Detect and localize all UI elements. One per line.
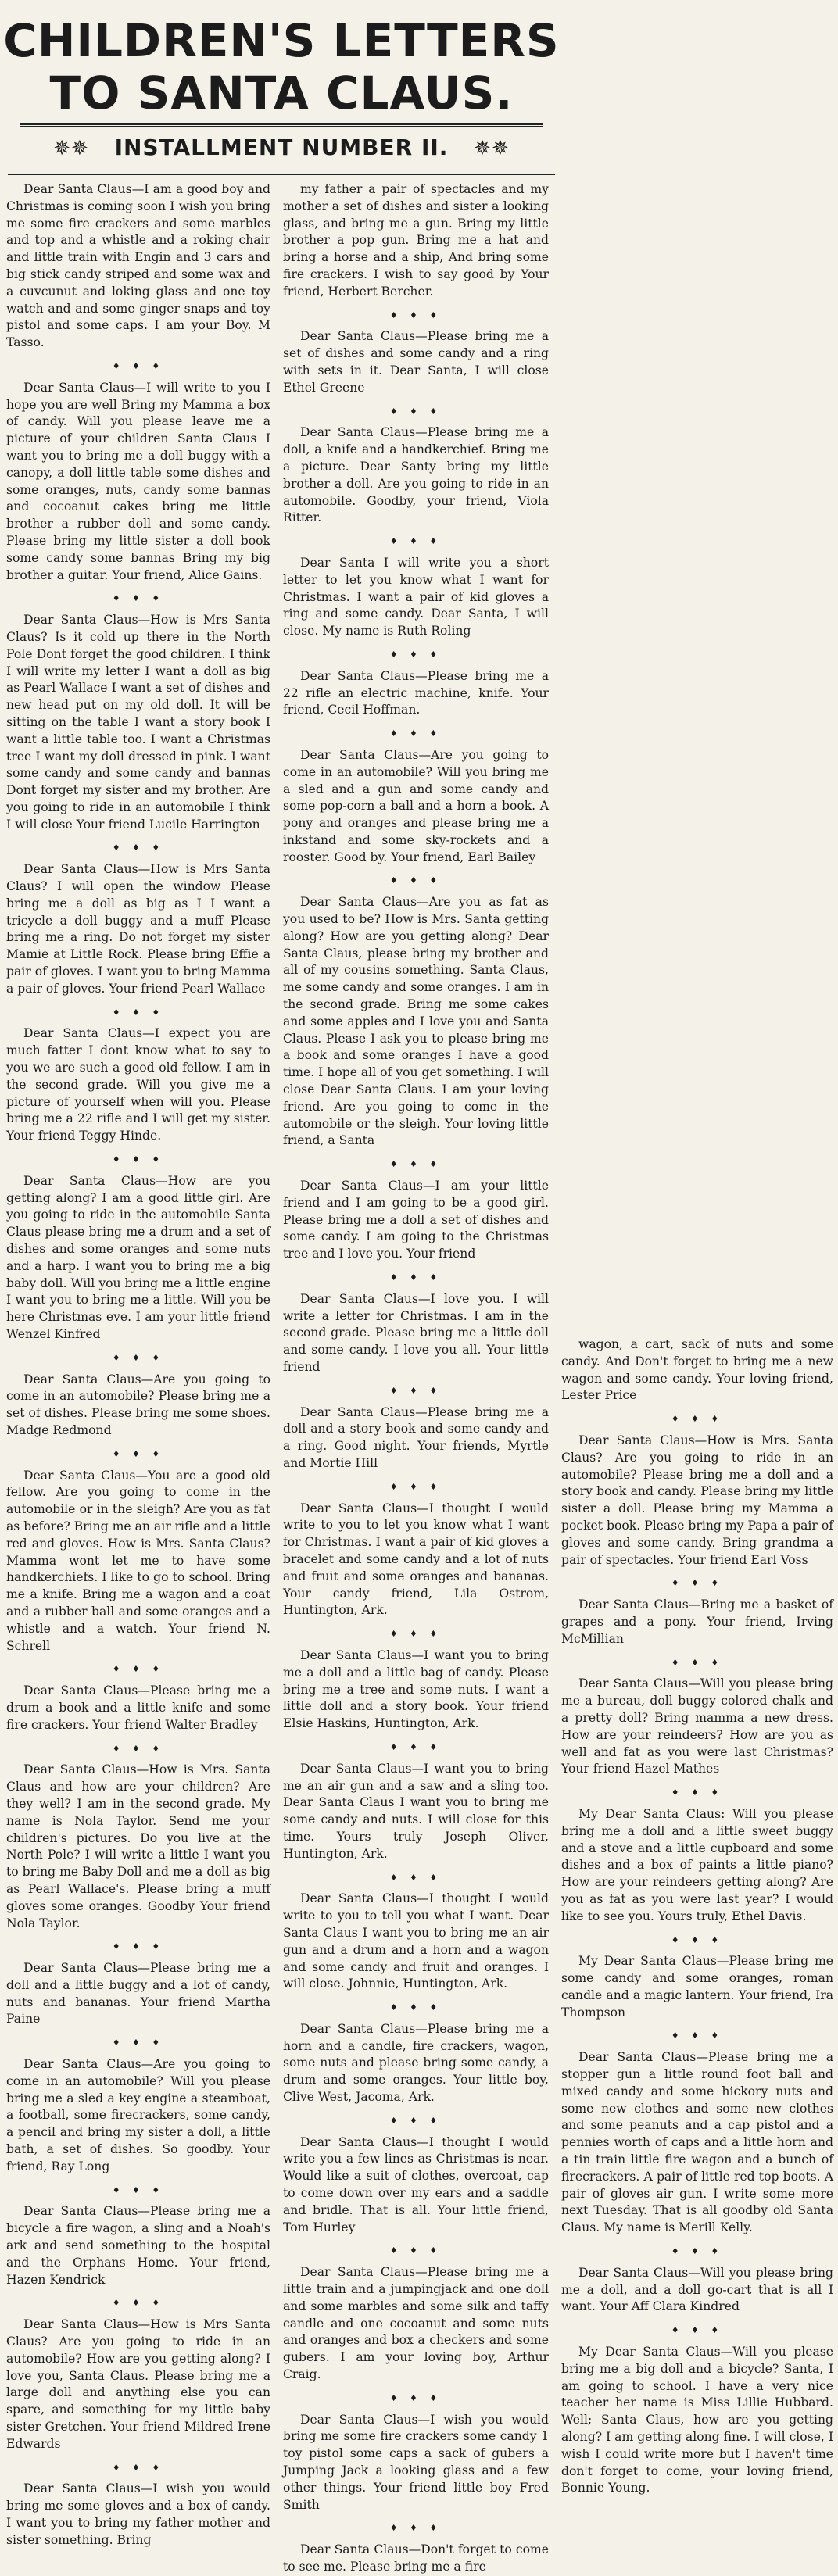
letter-paragraph: Dear Santa Claus—Are you going to come in an automobile? Please bring me a set of dishes. Please bring me some shoes. Madge Redmond bbox=[6, 1372, 270, 1437]
letter-paragraph: Dear Santa Claus—I thought I would write to you to let you know what I want for Christmas. I want a pair of kid gloves a bracelet and some candy and a lot of nuts and fruit and some oranges and bananas. Your candy friend, Lila Ostrom, Huntington, Ark. bbox=[283, 1501, 549, 1618]
letter-paragraph: Dear Santa Claus—Please bring me a bicycle a fire wagon, a sling and a Noah's ark and send something to the hospital and the Orphans Home. Your friend, Hazen Kendrick bbox=[6, 2204, 270, 2287]
separator-ornament-icon: ♦ ♦ ♦ bbox=[112, 1664, 165, 1675]
separator-ornament-icon: ♦ ♦ ♦ bbox=[389, 1385, 442, 1396]
separator-ornament-icon: ♦ ♦ ♦ bbox=[112, 593, 165, 604]
separator-ornament-icon: ♦ ♦ ♦ bbox=[389, 2115, 442, 2126]
separator-ornament-icon: ♦ ♦ ♦ bbox=[389, 2392, 442, 2403]
letter-paragraph: Dear Santa Claus—How is Mrs Santa Claus? Is it cold up there in the North Pole Dont forget the good children. I think I will write my letter I want a doll as big as Pearl Wallace I want a set of dishes and new head put on my old doll. It will be sitting on the table I want a story book I want a little table too. I want a Christmas tree I want my doll dressed in pink. I want some candy and some candy and bannas Dont forget my sister and my brother. Are you going to ride in an automobile I think I will close Your friend Lucile Harrington bbox=[6, 613, 270, 832]
separator-ornament-icon: ♦ ♦ ♦ bbox=[671, 2246, 724, 2257]
letter-paragraph: Dear Santa Claus—Please bring me a horn and a candle, fire crackers, wagon, some nuts and please bring some candy, a drum and some oranges. Your little boy, Clive West, Jacoma, Ark. bbox=[283, 2021, 549, 2105]
headline-line-2: TO SANTA CLAUS. bbox=[49, 66, 514, 120]
column-1 bbox=[6, 181, 270, 2547]
letter-paragraph: Dear Santa Claus—How are you getting along? I am a good little girl. Are you going to ride in the automobile Santa Claus please bring me a drum and a set of dishes and some oranges and some nuts and a harp. I want you to bring me a big baby doll. Will you bring me a little engine I want you to bring me a little. Will you be here Christmas eve. I am your little friend Wenzel Kinfred bbox=[6, 1173, 270, 1341]
letter-paragraph: Dear Santa Claus—I wish you would bring me some fire crackers some candy 1 toy pistol some caps a sack of gubers a Jumping Jack a looking glass and a few other things. Your friend little boy Fred Smith bbox=[283, 2412, 549, 2512]
column-2 bbox=[283, 181, 549, 2574]
separator-ornament-icon: ♦ ♦ ♦ bbox=[389, 728, 442, 739]
separator-ornament-icon: ♦ ♦ ♦ bbox=[389, 1741, 442, 1752]
letter-paragraph: My Dear Santa Claus—Will you please bring me a big doll and a bicycle? Santa, I am going to school. I have a very nice teacher her name is Miss Lillie Hubbard. Well; Santa Claus, how are you getting along? I am getting along fine. I will close, I wish I could write more but I haven't time don't forget to come, your loving friend, Bonnie Young. bbox=[561, 2345, 833, 2496]
separator-ornament-icon: ♦ ♦ ♦ bbox=[671, 1414, 724, 1425]
letter-paragraph: Dear Santa I will write you a short letter to let you know what I want for Christmas. I want a pair of kid gloves a ring and some candy. Dear Santa, I will close. My name is Ruth Roling bbox=[283, 555, 549, 639]
letter-paragraph: Dear Santa Claus—Are you going to come in an automobile? Will you bring me a sled and a gun and some candy and some pop-corn a ball and a horn a book. A pony and oranges and please bring me a inkstand and some sky-rockets and a rooster. Good by. Your friend, Earl Bailey bbox=[283, 747, 549, 864]
letter-paragraph: My Dear Santa Claus—Please bring me some candy and some oranges, roman candle and a magic lantern. Your friend, Ira Thompson bbox=[561, 1954, 833, 2020]
letter-paragraph: Dear Santa Claus—I thought I would write to you to tell you what I want. Dear Santa Claus I want you to bring me an air gun and a drum and a horn and a wagon and some candy and fruit and oranges. I will close. Johnnie, Huntington, Ark. bbox=[283, 1891, 549, 1991]
letter-paragraph: Dear Santa Claus—Please bring me a doll and a little buggy and a lot of candy, nuts and bananas. Your friend Martha Paine bbox=[6, 1961, 270, 2027]
letter-paragraph: my father a pair of spectacles and my mother a set of dishes and sister a looking glass, and bring me a gun. Bring my little brother a pop gun. Bring me a hat and bring a horse and a ship, And bring some fire crackers. I wish to say good by Your friend, Herbert Bercher. bbox=[283, 182, 549, 299]
letter-paragraph: Dear Santa Claus—Please bring me a doll and a story book and some candy and a ring. Good night. Your friends, Myrtle and Mortie Hill bbox=[283, 1404, 549, 1470]
separator-ornament-icon: ♦ ♦ ♦ bbox=[112, 843, 165, 853]
letter-paragraph: Dear Santa Claus—Are you going to come in an automobile? Will you please bring me a sled a key engine a steamboat, a football, some firecrackers, some candy, a pencil and bring my sister a doll, a little bath, a set of dishes. So goodby. Your friend, Ray Long bbox=[6, 2057, 270, 2174]
separator-ornament-icon: ♦ ♦ ♦ bbox=[671, 1787, 724, 1798]
letter-paragraph: Dear Santa Claus—Don't forget to come to see me. Please bring me a fire bbox=[283, 2542, 549, 2574]
letter-paragraph: Dear Santa Claus—I thought I would write you a few lines as Christmas is near. Would like a suit of clothes, overcoat, cap to come down over my ears and a saddle and bridle. That is all. Your little friend, Tom Hurley bbox=[283, 2134, 549, 2234]
separator-ornament-icon: ♦ ♦ ♦ bbox=[389, 1872, 442, 1883]
separator-ornament-icon: ♦ ♦ ♦ bbox=[389, 2245, 442, 2256]
letter-paragraph: Dear Santa Claus—Please bring me a 22 rifle an electric machine, knife. Your friend, Cecil Hoffman. bbox=[283, 668, 549, 717]
separator-ornament-icon: ♦ ♦ ♦ bbox=[112, 1007, 165, 1018]
letter-paragraph: Dear Santa Claus—You are a good old fellow. Are you going to come in the automobile or in the sleigh? Are you as fat as before? Bring me an air rifle and a little red and gloves. How is Mrs. Santa Claus? Mamma wont let me to have some handkerchiefs. I like to go to school. Bring me a knife. Bring me a wagon and a coat and a rubber ball and some oranges and a whistle and a watch. Your friend N. Schrell bbox=[6, 1468, 270, 1653]
letter-paragraph: Dear Santa Claus—How is Mrs Santa Claus? I will open the window Please bring me a doll as big as I I want a tricycle a doll buggy and a muff Please bring me a ring. Do not forget my sister Mamie at Little Rock. Please bring Effie a pair of gloves. I want you to bring Mamma a pair of gloves. Your friend Pearl Wallace bbox=[6, 862, 270, 996]
column-3 bbox=[561, 1336, 833, 2496]
separator-ornament-icon: ♦ ♦ ♦ bbox=[671, 1657, 724, 1668]
separator-ornament-icon: ♦ ♦ ♦ bbox=[389, 649, 442, 660]
masthead bbox=[0, 0, 563, 176]
letter-paragraph: Dear Santa Claus—Are you as fat as you used to be? How is Mrs. Santa getting along? How are you getting along? Dear Santa Claus, please bring my brother and all of my cousins something. Santa Claus, me some candy and some oranges. I am in the second grade. Bring me some cakes and some apples and I love you and Santa Claus. Please I ask you to please bring me a book and some oranges I have a good time. I hope all of you get something. I will close Dear Santa Claus. I am your loving friend. Are you going to come in the automobile or the sleigh. Your loving little friend, a Santa bbox=[283, 895, 549, 1148]
separator-ornament-icon: ♦ ♦ ♦ bbox=[671, 1934, 724, 1945]
separator-ornament-icon: ♦ ♦ ♦ bbox=[671, 2030, 724, 2041]
headline-rule bbox=[20, 123, 543, 127]
separator-ornament-icon: ♦ ♦ ♦ bbox=[389, 309, 442, 320]
letter-paragraph: My Dear Santa Claus: Will you please bring me a doll and a little sweet buggy and a stove and a little cupboard and some dishes and a box of paints a little piano? How are your reindeers getting along? Are you as fat as you were last year? I would like to see you. Yours truly, Ethel Davis. bbox=[561, 1806, 833, 1923]
installment-banner bbox=[0, 134, 563, 160]
separator-ornament-icon: ♦ ♦ ♦ bbox=[389, 2523, 442, 2534]
letter-paragraph: Dear Santa Claus—Please bring me a set of dishes and some candy and a ring with sets in it. Dear Santa, I will close Ethel Greene bbox=[283, 329, 549, 395]
letter-paragraph: Dear Santa Claus—Will you please bring me a bureau, doll buggy colored chalk and a pretty doll? Bring mamma a new dress. How are your reindeers? How are you as well and fat as you were last Christmas? Your friend Hazel Mathes bbox=[561, 1676, 833, 1776]
letter-paragraph: Dear Santa Claus—I want you to bring me an air gun and a saw and a sling too. Dear Santa Claus I want you to bring me some candy and nuts. I will close for this time. Yours truly Joseph Oliver, Huntington, Ark. bbox=[283, 1761, 549, 1861]
letter-paragraph: Dear Santa Claus—How is Mrs Santa Claus? Are you going to ride in an automobile? How are you getting along? I love you, Santa Claus. Please bring me a large doll and anything else you can spare, and something for my little baby sister Gretchen. Your friend Mildred Irene Edwards bbox=[6, 2317, 270, 2451]
separator-ornament-icon: ♦ ♦ ♦ bbox=[112, 2038, 165, 2048]
separator-ornament-icon: ♦ ♦ ♦ bbox=[389, 1629, 442, 1640]
separator-ornament-icon: ♦ ♦ ♦ bbox=[112, 1352, 165, 1363]
separator-ornament-icon: ♦ ♦ ♦ bbox=[112, 1448, 165, 1459]
separator-ornament-icon: ♦ ♦ ♦ bbox=[112, 1941, 165, 1952]
letter-paragraph: Dear Santa Claus—I am a good boy and Christmas is coming soon I wish you bring me some fire crackers and some marbles and top and a whistle and a roking chair and little train with Engin and 3 cars and big stick candy striped and some wax and a cuvcunut and loking glass and one toy watch and and some ginger snaps and toy pistol and some caps. I am your Boy. M Tasso. bbox=[6, 182, 270, 350]
letter-paragraph: Dear Santa Claus—Please bring me a stopper gun a little round foot ball and mixed candy and some hickory nuts and some new clothes and some new clothes and some peanuts and a cap pistol and a pennies worth of caps and a little horn and a tin train little fire wagon and a bunch of firecrackers. A pair of little red top boots. A pair of gloves air gun. I write some more next Tuesday. That is all goodby old Santa Claus. My name is Merill Kelly. bbox=[561, 2050, 833, 2235]
separator-ornament-icon: ♦ ♦ ♦ bbox=[112, 2462, 165, 2473]
headline-line-1: CHILDREN'S LETTERS bbox=[3, 14, 560, 67]
separator-ornament-icon: ♦ ♦ ♦ bbox=[389, 2002, 442, 2013]
separator-ornament-icon: ♦ ♦ ♦ bbox=[112, 2184, 165, 2195]
separator-ornament-icon: ♦ ♦ ♦ bbox=[389, 1159, 442, 1170]
separator-ornament-icon: ♦ ♦ ♦ bbox=[389, 406, 442, 417]
letter-paragraph: Dear Santa Claus—How is Mrs. Santa Claus? Are you going to ride in an automobile? Please bring me a doll and a story book and candy. Please bring my little sister a doll. Please bring my Mamma a pocket book. Please bring my Papa a pair of gloves and some candy. Bring grandma a pair of spectacles. Your friend Earl Voss bbox=[561, 1433, 833, 1567]
separator-ornament-icon: ♦ ♦ ♦ bbox=[671, 1578, 724, 1589]
separator-ornament-icon: ♦ ♦ ♦ bbox=[671, 2325, 724, 2336]
letter-paragraph: Dear Santa Claus—Please bring me a doll, a knife and a handkerchief. Bring me a picture. Dear Santy bring my little brother a doll. Are you going to ride in an automobile. Goodby, your friend, Viola Ritter. bbox=[283, 425, 549, 525]
separator-ornament-icon: ♦ ♦ ♦ bbox=[389, 875, 442, 886]
letter-paragraph: Dear Santa Claus—I will write to you I hope you are well Bring my Mamma a box of candy. Will you please leave me a picture of your children Santa Claus I want you to bring me a doll buggy with a canopy, a doll little table some dishes and some oranges, nuts, candy some bannas and cocoanut cakes bring me little brother a rubber doll and some candy. Please bring my little sister a doll book some candy some bannas Bring my big brother a guitar. Your friend, Alice Gains. bbox=[6, 380, 270, 582]
separator-ornament-icon: ♦ ♦ ♦ bbox=[112, 2298, 165, 2309]
installment-label: INSTALLMENT NUMBER II. bbox=[114, 134, 449, 160]
header-bottom-rule bbox=[8, 174, 555, 175]
separator-ornament-icon: ♦ ♦ ♦ bbox=[112, 360, 165, 371]
letter-paragraph: Dear Santa Claus—How is Mrs. Santa Claus and how are your children? Are they well? I am in the second grade. My name is Nola Taylor. Send me your children's pictures. Do you live at the North Pole? I will write a little I want you to bring me Baby Doll and me a doll as big as Pearl Wallace's. Please bring a muff gloves some oranges. Goodby Your friend Nola Taylor. bbox=[6, 1762, 270, 1930]
letter-paragraph: Dear Santa Claus—Please bring me a drum a book and a little knife and some fire crackers. Your friend Walter Bradley bbox=[6, 1683, 270, 1732]
ornament-right-icon: ✵✵ bbox=[474, 137, 510, 160]
letter-paragraph: Dear Santa Claus—I wish you would bring me some gloves and a box of candy. I want you to bring my father mother and sister something. Bring bbox=[6, 2481, 270, 2547]
separator-ornament-icon: ♦ ♦ ♦ bbox=[389, 1481, 442, 1492]
letter-paragraph: Dear Santa Claus—Bring me a basket of grapes and a pony. Your friend, Irving McMillian bbox=[561, 1597, 833, 1646]
separator-ornament-icon: ♦ ♦ ♦ bbox=[389, 1272, 442, 1283]
letter-paragraph: Dear Santa Claus—I want you to bring me a doll and a little bag of candy. Please bring me a tree and some nuts. I want a little doll and a story book. Your friend Elsie Haskins, Huntington, Ark. bbox=[283, 1648, 549, 1731]
letter-paragraph: Dear Santa Claus—I love you. I will write a letter for Christmas. I am in the second grade. Please bring me a little doll and some candy. I love you all. Your little friend bbox=[283, 1291, 549, 1374]
letter-paragraph: Dear Santa Claus—Please bring me a little train and a jumpingjack and one doll and some marbles and some silk and taffy candle and one cocoanut and some nuts and oranges and box a checkers and some gubers. I am your loving boy, Arthur Craig. bbox=[283, 2265, 549, 2382]
letter-paragraph: wagon, a cart, sack of nuts and some candy. And Don't forget to bring me a new wagon and some candy. Your loving friend, Lester Price bbox=[561, 1337, 833, 1403]
ornament-left-icon: ✵✵ bbox=[53, 137, 89, 160]
letter-paragraph: Dear Santa Claus—Will you please bring me a doll, and a doll go-cart that is all I want. Your Aff Clara Kindred bbox=[561, 2265, 833, 2314]
letter-paragraph: Dear Santa Claus—I am your little friend and I am going to be a good girl. Please bring me a doll a set of dishes and some candy. I am going to the Christmas tree and I love you. Your friend bbox=[283, 1179, 549, 1261]
separator-ornament-icon: ♦ ♦ ♦ bbox=[112, 1154, 165, 1165]
letter-paragraph: Dear Santa Claus—I expect you are much fatter I dont know what to say to you we are such a good old fellow. I am in the second grade. Will you give me a picture of yourself when will you. Please bring me a 22 rifle and I will get my sister. Your friend Teggy Hinde. bbox=[6, 1026, 270, 1143]
separator-ornament-icon: ♦ ♦ ♦ bbox=[112, 1743, 165, 1754]
separator-ornament-icon: ♦ ♦ ♦ bbox=[389, 536, 442, 547]
